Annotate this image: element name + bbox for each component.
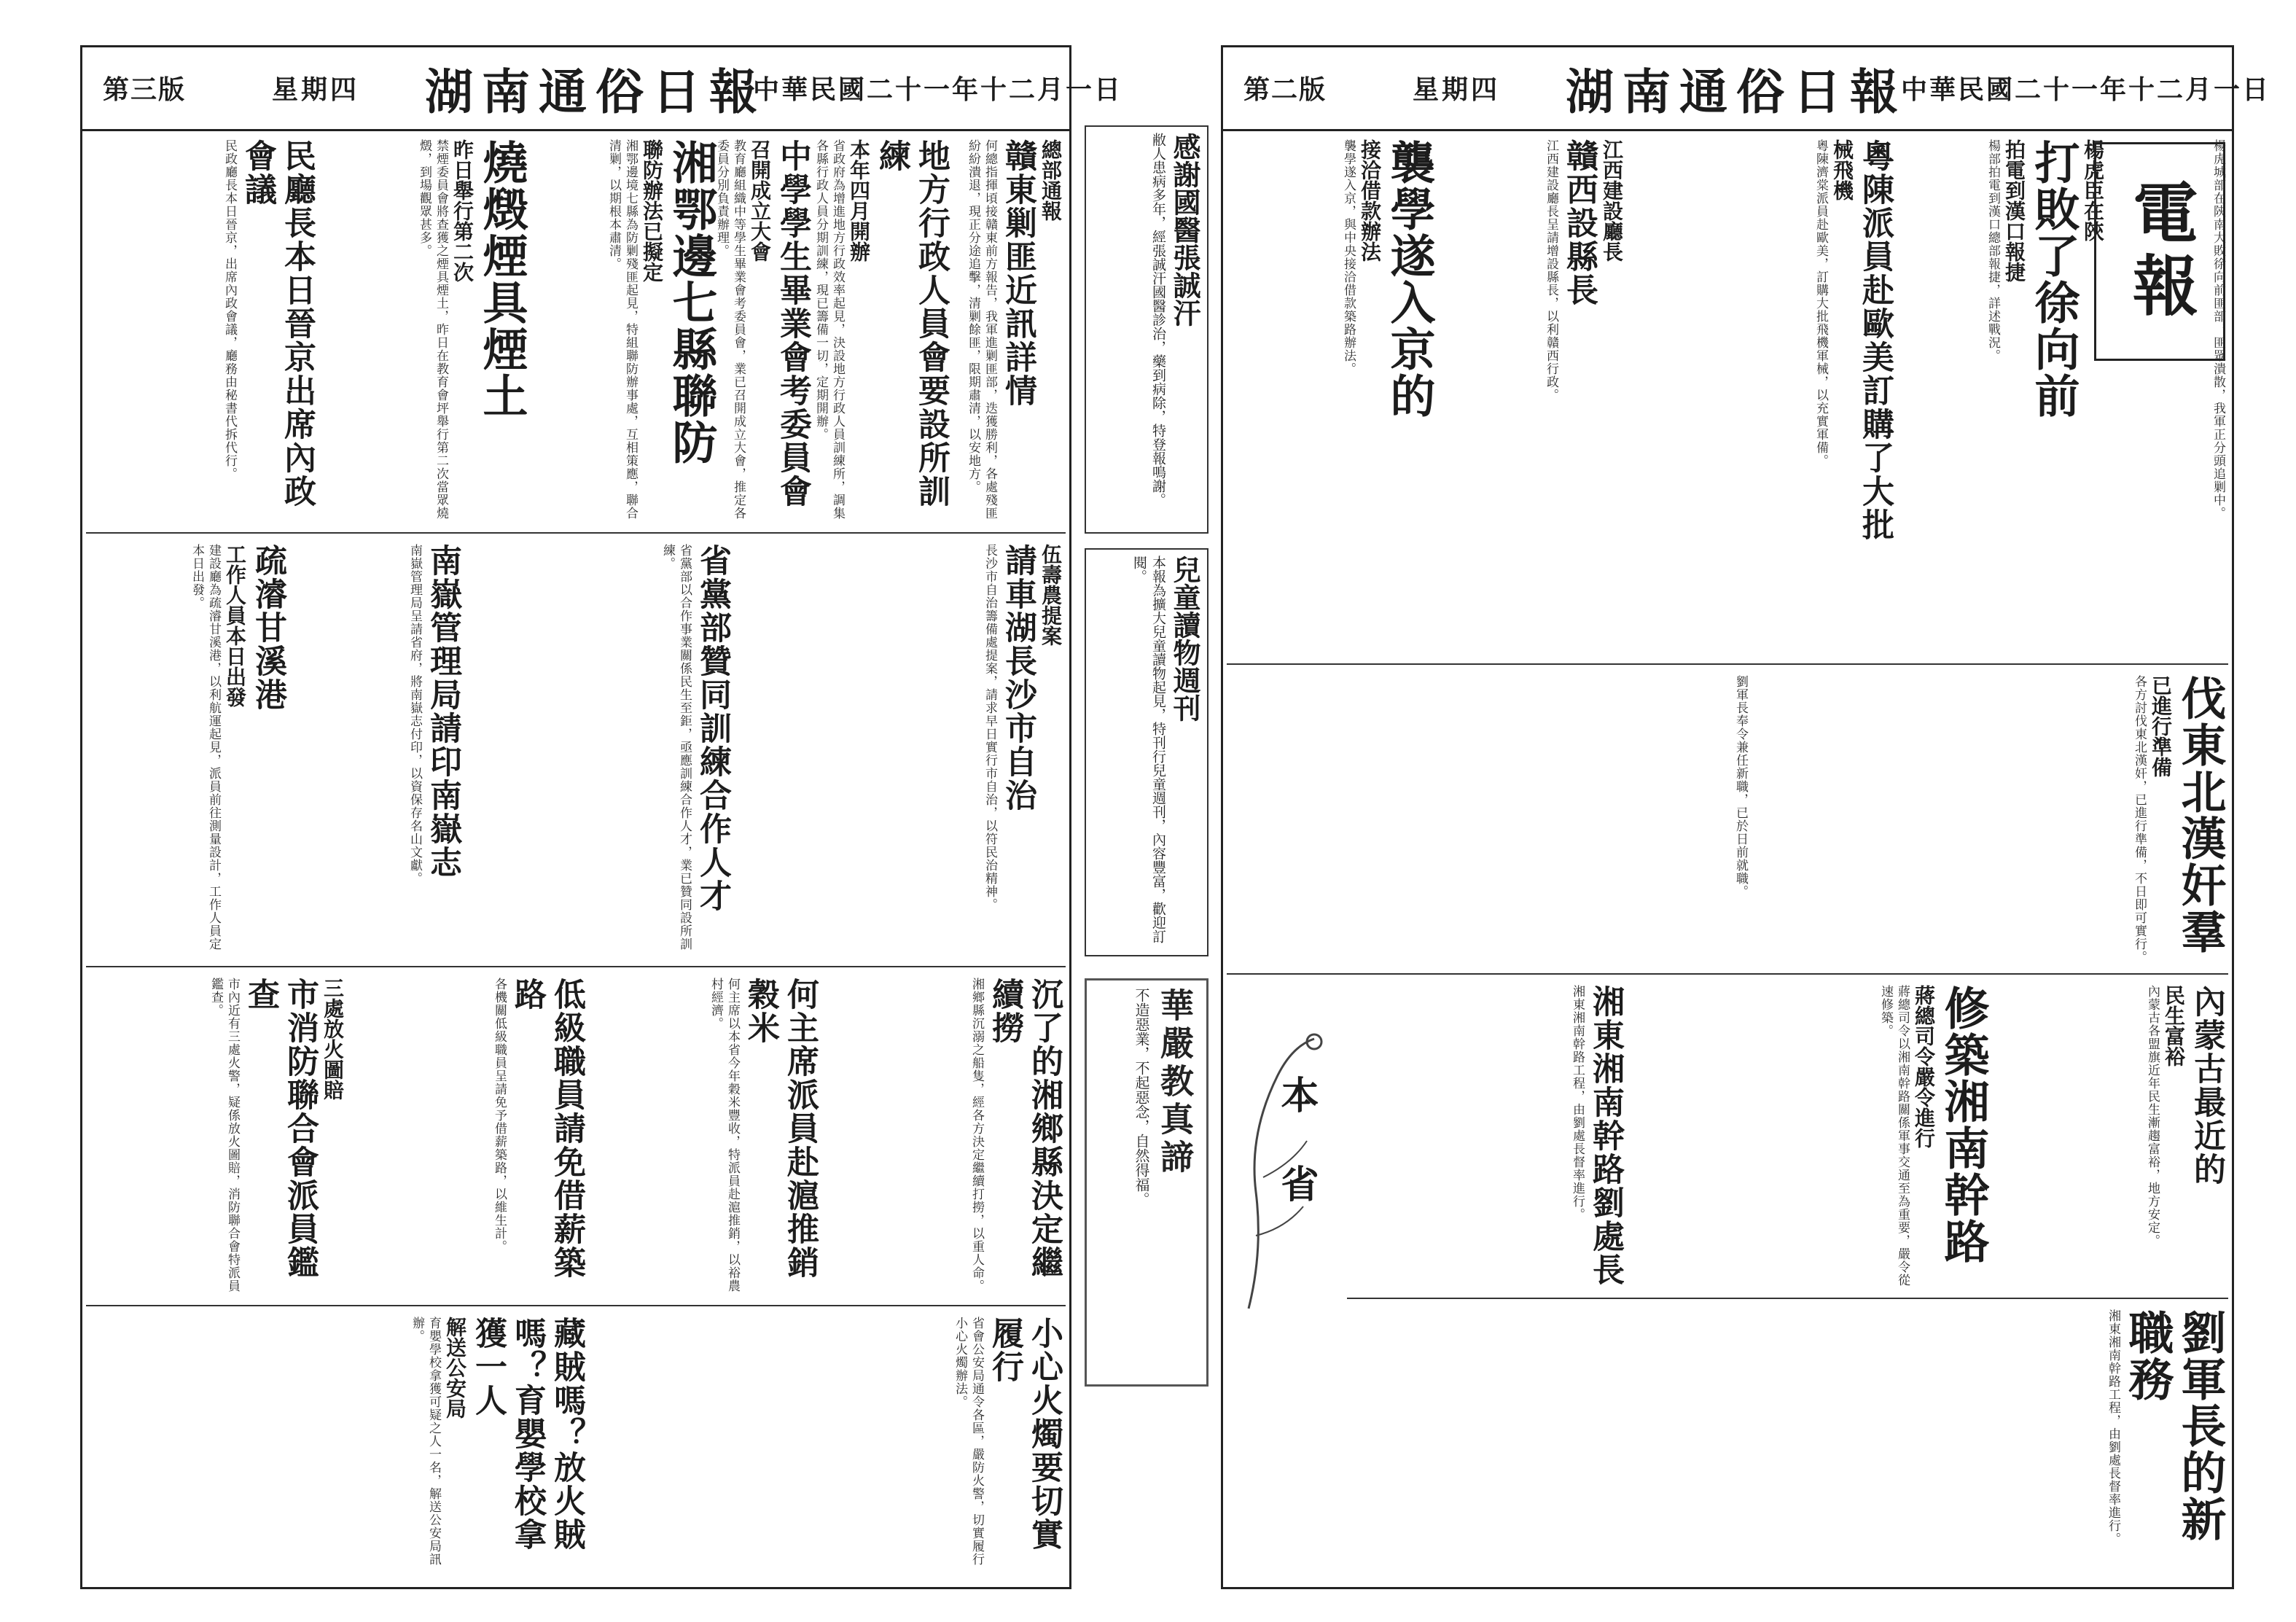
article-ganxi-port xyxy=(90,539,290,962)
stamp-title: 華嚴教真諦 xyxy=(1155,988,1195,1177)
article-body: 襲學遂入京，與中央接洽借款築路辦法。 xyxy=(1341,139,1356,375)
ad-children-weekly xyxy=(1085,548,1208,956)
section-divider xyxy=(86,1305,1066,1306)
right-date: 中華民國二十一年十二月一日 xyxy=(1901,74,2271,105)
article-headline: 省黨部贊同訓練合作人才 xyxy=(694,544,731,913)
article-subhead: 聯防辦法已擬定 xyxy=(640,139,664,282)
article-subhead: 接洽借款辦法 xyxy=(1358,139,1382,262)
article-xiangnan-road xyxy=(1631,980,1992,1294)
article-fire-caution xyxy=(593,1312,1066,1582)
section-divider xyxy=(1227,663,2228,665)
article-headline: 修築湘南幹路 xyxy=(1937,985,1990,1265)
article-inner-mongolia xyxy=(1996,980,2229,1294)
article-body: 建設廳為疏濬甘溪港，以利航運起見，派員前往測量設計，工作人員定本日出發。 xyxy=(190,544,221,951)
article-headline: 襲學遂入京的 xyxy=(1383,139,1436,419)
article-body: 湘鄉縣沉溺之船隻，經各方決定繼續打撈，以重人命。 xyxy=(969,978,984,1292)
right-issue-number: 第二版 xyxy=(1243,74,1327,105)
article-body: 湘鄂邊境七縣為防剿殘匪起見，特組聯防辦事處，互相策應，聯合清剿，以期根本肅清。 xyxy=(606,139,638,520)
article-headline: 沉了的湘鄉縣決定繼續撈 xyxy=(986,978,1063,1279)
article-subhead: 召開成立大會 xyxy=(748,139,772,262)
left-issue-number: 第三版 xyxy=(103,74,187,105)
article-headline: 低級職員請免借薪築路 xyxy=(509,978,585,1279)
article-subhead: 三處放火圖賠 xyxy=(321,978,345,1100)
article-subhead: 楊虎臣在陝 xyxy=(2081,139,2105,241)
left-page xyxy=(80,45,1123,1589)
right-masthead-title: 湖南通俗日報 xyxy=(1566,63,1907,120)
article-canton-planes xyxy=(1631,135,1897,660)
local-news-label: 本省 xyxy=(1274,1075,1319,1253)
article-subhead: 民生富裕 xyxy=(2162,985,2186,1067)
article-training xyxy=(813,135,953,529)
section-divider xyxy=(1227,973,2228,975)
article-subhead: 江西建設廳長 xyxy=(1600,139,1624,262)
ad-title: 感謝國醫張誠汗 xyxy=(1168,133,1201,327)
article-xiangxiang xyxy=(826,973,1066,1301)
article-headline: 地方行政人員會要設所訓練 xyxy=(873,139,950,508)
telegram-box xyxy=(2094,142,2225,361)
article-self-government xyxy=(738,539,1066,962)
article-headline: 小心火燭要切實履行 xyxy=(986,1317,1063,1551)
telegram-label: 電報 xyxy=(2121,179,2198,324)
article-body: 各機關低級職員呈請免予借薪築路，以維生計。 xyxy=(492,978,507,1253)
article-nanyue xyxy=(294,539,465,962)
article-body: 省黨部以合作事業關係民生至鉅，亟應訓練合作人才，業已贊同設所訓練。 xyxy=(660,544,692,951)
article-body: 楊虎城部在陝南大敗徐向前匪部，匪眾潰散，我軍正分頭追剿中。 xyxy=(2211,139,2225,520)
article-body: 劉軍長奉令兼任新職，已於日前就職。 xyxy=(1733,675,1748,898)
article-body: 內蒙古各盟旗近年民生漸趨富裕，地方安定。 xyxy=(2145,985,2160,1247)
article-border-defense xyxy=(534,135,720,529)
ad-body: 本報為擴大兒童讀物起見，特刊行兒童週刊，內容豐富，歡迎訂閱。 xyxy=(1131,555,1166,943)
article-headline: 南嶽管理局請印南嶽志 xyxy=(424,544,461,879)
article-headline: 何主席派員赴滬推銷穀米 xyxy=(742,978,819,1279)
ad-title: 兒童讀物週刊 xyxy=(1168,555,1201,722)
article-low-staff xyxy=(352,973,589,1301)
section-divider xyxy=(1347,1298,2228,1299)
right-page-header xyxy=(1223,47,2271,131)
article-body: 粵陳濟棠派員赴歐美，訂購大批飛機軍械，以充實軍備。 xyxy=(1813,139,1828,467)
article-headline: 粵陳派員赴歐美訂購了大批 xyxy=(1856,139,1894,542)
article-body: 市內近有三處火警，疑係放火圖賠，消防聯合會特派員鑑查。 xyxy=(208,978,240,1292)
article-headline: 藏賊嗎？放火賊嗎？育嬰學校拿獲一人 xyxy=(469,1317,585,1551)
article-subhead: 已進行準備 xyxy=(2149,675,2173,777)
section-divider xyxy=(86,966,1066,967)
left-weekday: 星期四 xyxy=(272,74,360,105)
left-masthead-title: 湖南通俗日報 xyxy=(425,63,766,120)
left-date: 中華民國二十一年十二月一日 xyxy=(753,74,1123,105)
right-page xyxy=(1221,45,2271,1589)
article-gong-xuesui xyxy=(1230,135,1438,660)
article-headline: 民廳長本日晉京出席內政會議 xyxy=(239,139,316,508)
article-arrest xyxy=(90,1312,589,1582)
article-northeast-traitors xyxy=(1755,671,2229,970)
article-subhead: 昨日舉行第二次 xyxy=(450,139,475,282)
article-exam-committee xyxy=(714,135,815,529)
ad-body: 敝人患病多年，經張誠汗國醫診治，藥到病除，特登報鳴謝。 xyxy=(1150,133,1166,507)
article-headline: 請車湖長沙市自治 xyxy=(999,544,1036,812)
article-body: 育嬰學校拿獲可疑之人一名，解送公安局訊辦。 xyxy=(410,1317,441,1566)
article-headline: 伐東北漢奸羣 xyxy=(2174,675,2227,955)
article-headline: 中學學生畢業會考委員會 xyxy=(774,139,811,508)
article-opium-burn xyxy=(323,135,531,529)
left-page-header xyxy=(82,47,1123,131)
article-headline: 內蒙古最近的 xyxy=(2188,985,2225,1186)
article-liu-chief xyxy=(1354,980,1628,1294)
center-gutter xyxy=(1077,45,1216,1589)
article-subhead: 總部通報 xyxy=(1039,139,1063,221)
ad-thanks-doctor xyxy=(1085,125,1208,534)
article-body: 禁煙委員會將查獲之煙具煙土，昨日在教育會坪舉行第二次當眾燒燬，到場觀眾甚多。 xyxy=(417,139,448,520)
article-liu-new-post xyxy=(1354,1305,2229,1582)
article-subhead: 解送公安局 xyxy=(443,1317,467,1419)
local-news-emblem xyxy=(1234,1032,1343,1323)
buddhist-notice-stamp xyxy=(1085,978,1208,1387)
article-body: 蔣總司令以湘南幹路關係軍事交通至為重要，嚴令從速修築。 xyxy=(1878,985,1910,1287)
section-divider xyxy=(86,532,1066,534)
article-headline: 燒燬煙具煙土 xyxy=(475,139,528,419)
article-body: 何總指揮頃接贛東前方報告，我軍進剿匪部，迭獲勝利，各處殘匪紛紛潰退，現正分途追擊，清剿餘匪，限期肅清，以安地方。 xyxy=(966,139,997,520)
article-rice-sales xyxy=(593,973,822,1301)
article-body: 江西建設廳長呈請增設縣長，以利贛西行政。 xyxy=(1544,139,1558,402)
article-subhead: 械飛機 xyxy=(1830,139,1854,200)
article-body: 各方討伐東北漢奸，已進行準備，不日即可實行。 xyxy=(2132,675,2147,964)
article-subhead: 蔣總司令嚴令進行 xyxy=(1912,985,1936,1148)
article-party-cooperative xyxy=(469,539,735,962)
article-subhead: 工作人員本日出發 xyxy=(223,544,247,707)
article-northeast-continued xyxy=(1230,671,1752,970)
article-body: 省政府為增進地方行政效率起見，決設地方行政人員訓練所，調集各縣行政人員分期訓練，現已籌備一切，定期開辦。 xyxy=(813,139,845,520)
article-headline: 湘東湘南幹路劉處長 xyxy=(1587,985,1624,1287)
article-fire-inspection xyxy=(90,973,348,1301)
article-subhead-2: 拍電到漢口報捷 xyxy=(2002,139,2026,282)
article-body: 教育廳組織中等學生畢業會考委員會，業已召開成立大會，推定各委員分別負責辦理。 xyxy=(714,139,746,520)
article-civil-affairs xyxy=(90,135,319,529)
article-body: 南嶽管理局呈請省府，將南嶽志付印，以資保存名山文獻。 xyxy=(407,544,422,885)
article-ganbei xyxy=(957,135,1066,529)
article-subhead: 本年四月開辦 xyxy=(847,139,871,262)
article-headline: 贛東剿匪近訊詳情 xyxy=(999,139,1036,408)
article-body: 民政廳長本日晉京，出席內政會議，廳務由秘書代拆代行。 xyxy=(222,139,237,480)
stamp-body: 不造惡業，不起惡念，自然得福。 xyxy=(1133,988,1150,1206)
article-jiangxi-county xyxy=(1442,135,1628,660)
article-body: 省會公安局通令各區，嚴防火警，切實履行小心火燭辦法。 xyxy=(953,1317,984,1566)
article-body: 楊部拍電到漢口總部報捷，詳述戰況。 xyxy=(1985,139,2000,362)
article-headline: 贛西設縣長 xyxy=(1561,139,1598,307)
right-weekday: 星期四 xyxy=(1413,74,1501,105)
article-beat-xu xyxy=(1901,135,2109,660)
article-headline: 劉軍長的新職務 xyxy=(2121,1309,2227,1543)
article-body: 何主席以本省今年穀米豐收，特派員赴滬推銷，以裕農村經濟。 xyxy=(708,978,740,1292)
article-headline: 湘鄂邊七縣聯防 xyxy=(665,139,718,466)
article-headline: 打敗了徐向前 xyxy=(2027,139,2080,419)
article-body: 長沙市自治籌備處提案，請求早日實行市自治，以符民治精神。 xyxy=(983,544,997,911)
article-body: 湘東湘南幹路工程，由劉處長督率進行。 xyxy=(2106,1309,2120,1545)
article-headline: 市消防聯合會派員鑑查 xyxy=(242,978,319,1279)
article-subhead: 伍壽農提案 xyxy=(1039,544,1063,646)
article-body: 湘東湘南幹路工程，由劉處長督率進行。 xyxy=(1570,985,1585,1221)
article-headline: 疏濬甘溪港 xyxy=(249,544,286,711)
